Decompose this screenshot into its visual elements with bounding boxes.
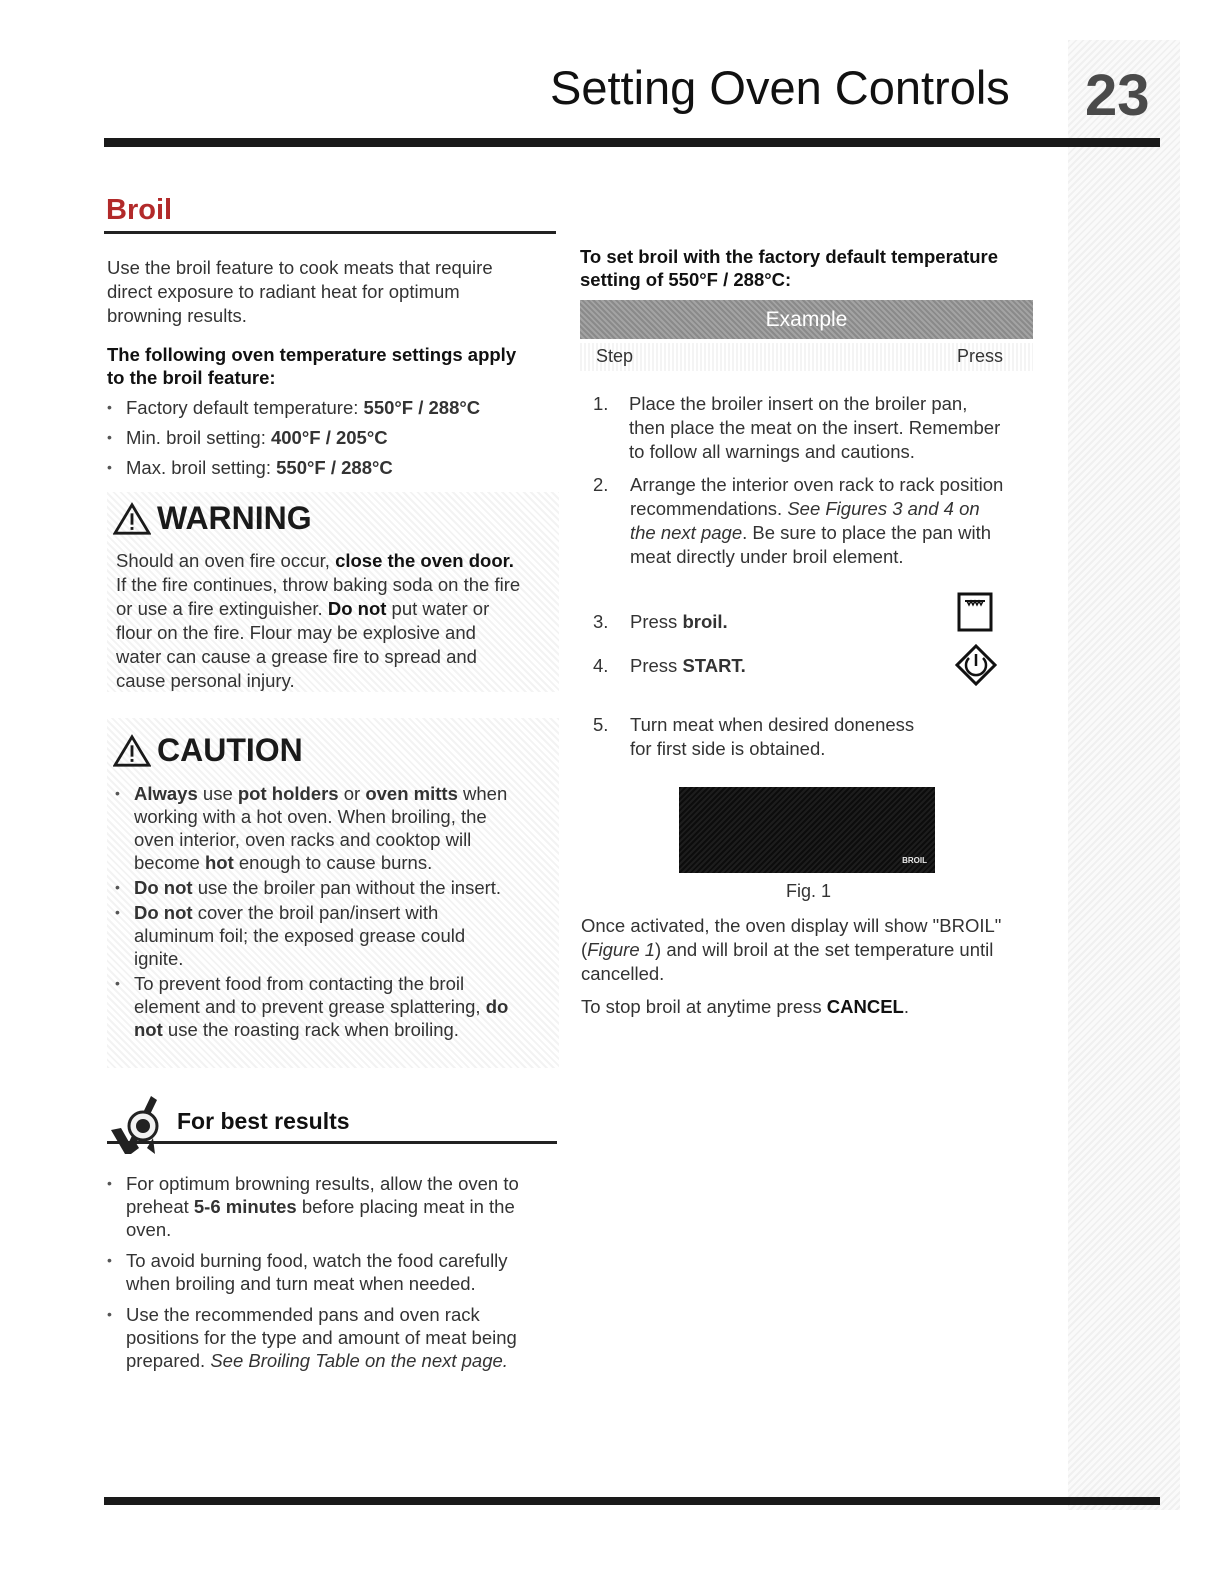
caution-box	[107, 718, 559, 1068]
step-number: 2.	[593, 474, 609, 495]
list-item	[115, 972, 555, 1041]
step-5	[593, 713, 1013, 761]
page-number: 23	[1085, 63, 1150, 128]
settings-heading-line: to the broil feature:	[107, 367, 276, 388]
page-header-title: Setting Oven Controls	[550, 61, 1010, 114]
list-item	[107, 1172, 562, 1241]
best-results-list	[107, 1172, 562, 1372]
cancel-key-name: CANCEL	[826, 996, 904, 1017]
procedure-heading-line: setting of 550°F / 288°C:	[580, 269, 792, 290]
step-text-span: . Be sure to place the pan with	[742, 522, 991, 543]
step-3	[593, 610, 893, 634]
step-number: 3.	[593, 611, 609, 632]
step-italic-span: See Figures 3 and 4 on	[787, 498, 980, 519]
list-item	[115, 901, 555, 970]
warning-text-line: water can cause a grease fire to spread and	[116, 646, 477, 667]
after-italic: Figure 1	[587, 939, 656, 960]
after-span: (	[581, 939, 588, 960]
best-results-italic: See Broiling Table on the next page.	[210, 1350, 508, 1371]
caution-text-span: enough to cause burns.	[233, 852, 433, 873]
side-tab-shading	[1068, 40, 1180, 1510]
step-2	[593, 473, 1043, 569]
warning-title: WARNING	[157, 500, 312, 536]
step-4	[593, 654, 893, 678]
intro-line: direct exposure to radiant heat for optimum	[107, 281, 460, 302]
step-text-span: recommendations.	[630, 498, 788, 519]
step-bold-span: broil.	[682, 611, 728, 632]
warning-text-line: flour on the fire. Flour may be explosive and	[116, 622, 476, 643]
list-item	[115, 876, 555, 899]
caution-bold-span: Do not	[134, 902, 193, 923]
caution-bold-span: not	[134, 1019, 163, 1040]
section-rule	[104, 231, 556, 234]
caution-text-line: oven interior, oven racks and cooktop will	[134, 829, 472, 850]
best-results-badge-icon	[107, 1090, 169, 1156]
step-text-line: meat directly under broil element.	[630, 546, 904, 567]
step-number: 1.	[593, 393, 609, 414]
warning-text	[116, 549, 561, 693]
best-results-span: before placing meat in the	[296, 1196, 515, 1217]
display-broil-label: BROIL	[902, 856, 927, 865]
list-item	[107, 396, 557, 419]
press-column-header: Press	[956, 346, 1003, 366]
procedure-heading	[580, 245, 1050, 291]
settings-heading-line: The following oven temperature settings apply	[107, 344, 517, 365]
caution-text-span: cover the broil pan/insert with	[192, 902, 439, 923]
best-results-line: • Use the recommended pans and oven rack	[126, 1304, 480, 1325]
caution-bold-span: hot	[204, 852, 234, 873]
best-results-span: prepared.	[126, 1350, 211, 1371]
list-item	[107, 1249, 562, 1295]
step-number: 4.	[593, 655, 609, 676]
header-rule	[104, 138, 1160, 147]
list-item	[115, 782, 555, 874]
caution-bold-span: pot holders	[237, 783, 339, 804]
step-press-header	[580, 343, 1033, 371]
setting-value: 400°F / 205°C	[270, 427, 388, 448]
caution-text-span: or	[338, 783, 366, 804]
best-results-line: positions for the type and amount of meat being	[126, 1327, 517, 1348]
caution-bold-span: do	[485, 996, 509, 1017]
cancel-text: .	[903, 996, 909, 1017]
figure-caption: Fig. 1	[786, 881, 832, 901]
after-span: ) and will broil at the set temperature until	[655, 939, 994, 960]
start-key-icon	[955, 644, 997, 686]
caution-text-span: use the broiler pan without the insert.	[192, 877, 502, 898]
caution-title: CAUTION	[157, 732, 303, 768]
cancel-paragraph	[581, 995, 1051, 1019]
list-item	[107, 426, 557, 449]
step-text-line: Turn meat when desired doneness	[630, 714, 915, 735]
warning-text-line: If the fire continues, throw baking soda on the fire	[116, 574, 521, 595]
step-text-line: to follow all warnings and cautions.	[629, 441, 915, 462]
caution-triangle-icon	[113, 734, 151, 768]
caution-text-span: become	[134, 852, 205, 873]
caution-text-span: use	[197, 783, 238, 804]
list-item	[107, 1303, 562, 1372]
setting-label: Factory default temperature:	[126, 397, 364, 418]
warning-text-span: or use a fire extinguisher.	[116, 598, 328, 619]
best-results-line: • To avoid burning food, watch the food carefully	[126, 1250, 508, 1271]
best-results-line: oven.	[126, 1219, 172, 1240]
step-text-span: Press	[630, 655, 683, 676]
warning-triangle-icon	[113, 502, 151, 536]
list-item	[107, 456, 557, 479]
step-text-line: then place the meat on the insert. Remember	[629, 417, 1001, 438]
warning-text-span: put water or	[386, 598, 490, 619]
caution-text-line: • To prevent food from contacting the broil	[134, 973, 465, 994]
step-italic-span: the next page	[630, 522, 743, 543]
caution-text-line: working with a hot oven. When broiling, the	[134, 806, 487, 827]
after-line: cancelled.	[581, 963, 665, 984]
caution-heading	[113, 732, 303, 769]
caution-text-span: element and to prevent grease splattering,	[134, 996, 486, 1017]
settings-heading	[107, 343, 567, 389]
cancel-text: To stop broil at anytime press	[581, 996, 827, 1017]
best-results-title: For best results	[177, 1108, 350, 1134]
best-results-line: • For optimum browning results, allow the oven to	[126, 1173, 519, 1194]
best-results-bold: 5-6 minutes	[193, 1196, 297, 1217]
warning-box	[107, 492, 559, 692]
caution-text-span: when	[457, 783, 508, 804]
setting-value: 550°F / 288°C	[363, 397, 481, 418]
warning-bold-span: close the oven door.	[335, 550, 514, 571]
settings-list	[107, 396, 557, 479]
caution-list	[115, 782, 555, 1041]
warning-text-line: cause personal injury.	[116, 670, 295, 691]
after-line: Once activated, the oven display will show "BROIL"	[581, 915, 1002, 936]
caution-text-line: ignite.	[134, 948, 184, 969]
best-results-span: preheat	[126, 1196, 194, 1217]
section-title: Broil	[106, 194, 173, 226]
setting-value: 550°F / 288°C	[276, 457, 393, 478]
warning-text-span: Should an oven fire occur,	[116, 550, 336, 571]
procedure-heading-line: To set broil with the factory default temperature	[580, 246, 999, 267]
after-paragraph	[581, 914, 1051, 986]
oven-display-figure	[679, 787, 935, 873]
caution-bold-span: oven mitts	[365, 783, 458, 804]
step-column-header: Step	[596, 346, 634, 366]
intro-line: browning results.	[107, 305, 247, 326]
step-bold-span: START.	[682, 655, 746, 676]
example-banner: Example	[580, 300, 1033, 339]
setting-label: Min. broil setting:	[126, 427, 271, 448]
best-results-rule	[107, 1141, 557, 1144]
caution-text-line: aluminum foil; the exposed grease could	[134, 925, 466, 946]
warning-bold-span: Do not	[327, 598, 387, 619]
caution-bold-span: Always	[134, 783, 198, 804]
caution-bold-span: Do not	[134, 877, 193, 898]
setting-label: Max. broil setting:	[126, 457, 277, 478]
step-text-line: Place the broiler insert on the broiler pan,	[629, 393, 968, 414]
step-text-span: Press	[630, 611, 683, 632]
intro-paragraph	[107, 256, 557, 328]
step-text-line: Arrange the interior oven rack to rack position	[630, 474, 1004, 495]
footer-rule	[104, 1497, 1160, 1505]
warning-heading	[113, 500, 312, 537]
caution-text-span: use the roasting rack when broiling.	[162, 1019, 459, 1040]
broil-key-icon	[957, 592, 993, 632]
step-1	[593, 392, 1043, 464]
best-results-line: when broiling and turn meat when needed.	[126, 1273, 476, 1294]
step-text-line: for first side is obtained.	[630, 738, 826, 759]
intro-line: Use the broil feature to cook meats that require	[107, 257, 493, 278]
step-number: 5.	[593, 714, 609, 735]
